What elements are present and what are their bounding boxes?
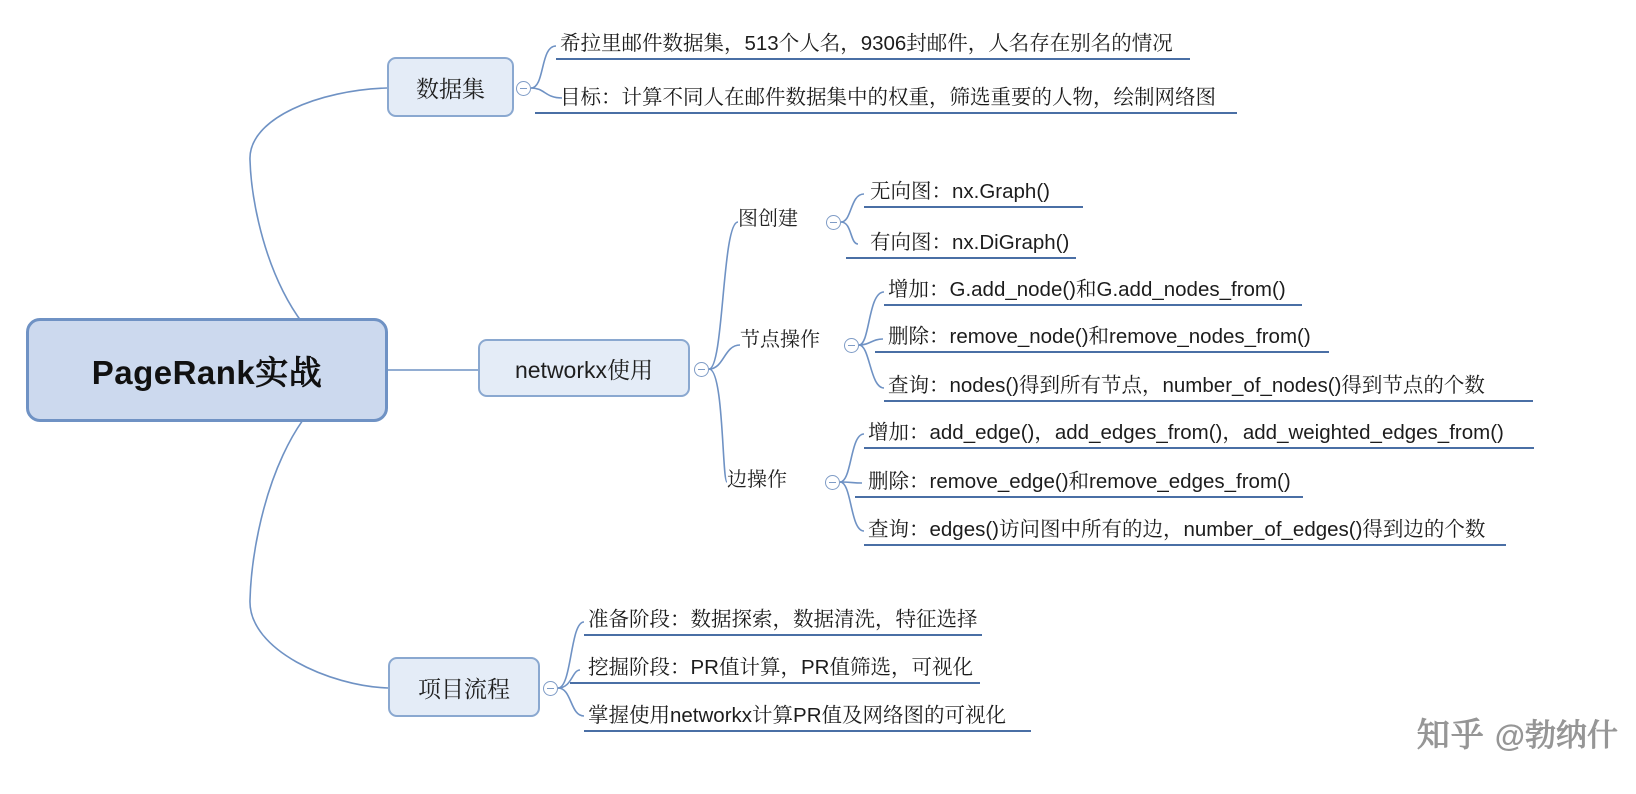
- leaf-text: 删除：remove_node()和remove_nodes_from(): [888, 325, 1311, 349]
- leaf-project-flow-2[interactable]: [588, 654, 973, 684]
- leaf-text: 无向图：nx.Graph(): [870, 180, 1050, 204]
- subnode-label-edge-ops: 边操作: [727, 469, 787, 491]
- leaf-edge-ops-3[interactable]: [868, 516, 1485, 546]
- leaf-text: 查询：nodes()得到所有节点，number_of_nodes()得到节点的个数: [888, 374, 1485, 398]
- subnode-label-node-ops: 节点操作: [740, 329, 820, 351]
- subnode-graph-create[interactable]: [738, 202, 798, 231]
- leaf-node-ops-2[interactable]: [888, 323, 1311, 353]
- branch-label-project-flow: 项目流程: [418, 675, 510, 702]
- minus-circle-icon-edge-ops[interactable]: [825, 475, 840, 490]
- subnode-node-ops[interactable]: [740, 323, 820, 352]
- branch-label-dataset: 数据集: [416, 75, 485, 102]
- leaf-text: 有向图：nx.DiGraph(): [870, 231, 1070, 255]
- minus-circle-icon-node-ops[interactable]: [844, 338, 859, 353]
- leaf-text: 掌握使用networkx计算PR值及网络图的可视化: [588, 704, 1007, 728]
- mindmap-root-node[interactable]: [26, 318, 388, 422]
- watermark: [1417, 709, 1618, 756]
- minus-circle-icon-project-flow[interactable]: [543, 681, 558, 696]
- leaf-edge-ops-1[interactable]: [868, 419, 1504, 449]
- leaf-text: 目标：计算不同人在邮件数据集中的权重，筛选重要的人物，绘制网络图: [560, 86, 1216, 110]
- leaf-project-flow-1[interactable]: [588, 606, 978, 636]
- leaf-text: 增加：add_edge()，add_edges_from()，add_weighted_edges_from(): [868, 421, 1504, 445]
- branch-node-project-flow[interactable]: [388, 657, 540, 717]
- leaf-graph-create-2[interactable]: [870, 229, 1069, 259]
- leaf-text: 挖掘阶段：PR值计算，PR值筛选，可视化: [588, 656, 973, 680]
- minus-circle-icon-networkx[interactable]: [694, 362, 709, 377]
- leaf-text: 删除：remove_edge()和remove_edges_from(): [868, 470, 1291, 494]
- leaf-graph-create-1[interactable]: [870, 178, 1050, 208]
- minus-circle-icon-graph-create[interactable]: [826, 215, 841, 230]
- zhihu-logo-text: 知乎: [1416, 716, 1485, 753]
- leaf-dataset-2[interactable]: [560, 84, 1216, 114]
- leaf-dataset-1[interactable]: [560, 30, 1173, 60]
- leaf-edge-ops-2[interactable]: [868, 468, 1291, 498]
- leaf-text: 准备阶段：数据探索，数据清洗，特征选择: [588, 608, 978, 632]
- branch-label-networkx: networkx使用: [514, 356, 654, 383]
- zhihu-username: @勃纳什: [1494, 718, 1618, 753]
- branch-node-dataset[interactable]: [387, 57, 514, 117]
- leaf-node-ops-3[interactable]: [888, 372, 1485, 402]
- leaf-text: 增加：G.add_node()和G.add_nodes_from(): [888, 278, 1286, 302]
- minus-circle-icon-dataset[interactable]: [516, 81, 531, 96]
- subnode-edge-ops[interactable]: [727, 463, 787, 492]
- root-label: PageRank实战: [91, 353, 323, 391]
- leaf-node-ops-1[interactable]: [888, 276, 1286, 306]
- subnode-label-graph-create: 图创建: [738, 208, 798, 230]
- leaf-text: 希拉里邮件数据集，513个人名，9306封邮件，人名存在别名的情况: [560, 32, 1173, 56]
- leaf-text: 查询：edges()访问图中所有的边，number_of_edges()得到边的个数: [868, 518, 1486, 542]
- leaf-project-flow-3[interactable]: [588, 702, 1006, 732]
- branch-node-networkx[interactable]: [478, 339, 690, 397]
